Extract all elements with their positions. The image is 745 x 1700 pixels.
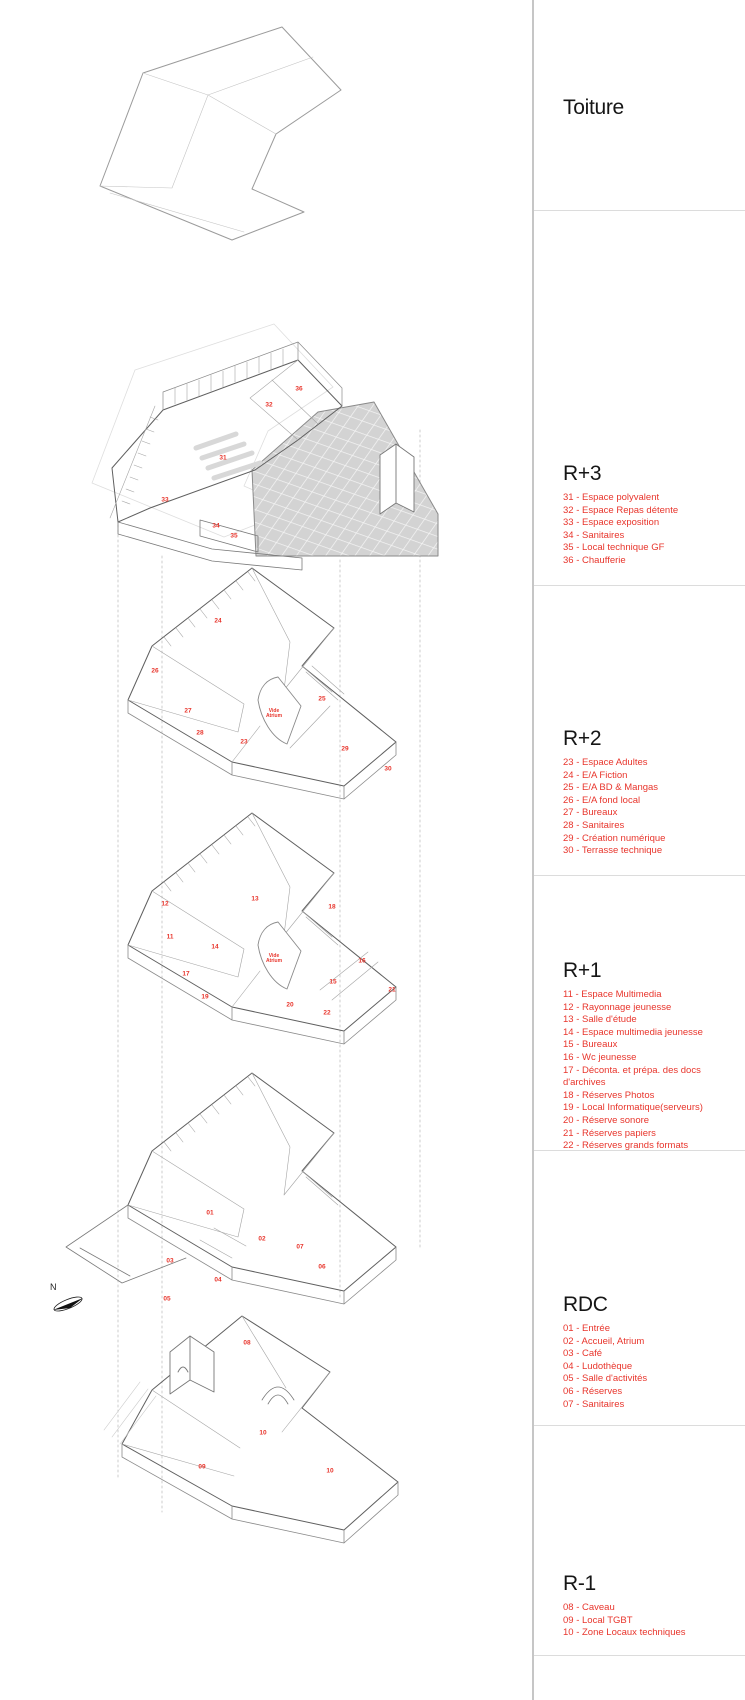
rdc-room-annotation: 07 bbox=[296, 1243, 304, 1251]
r3-drawing bbox=[92, 324, 438, 570]
legend-item: 20 - Réserve sonore bbox=[563, 1115, 650, 1127]
floor-label-toiture: Toiture bbox=[563, 96, 624, 119]
rdc-room-annotation: 03 bbox=[166, 1257, 174, 1265]
r1-room-annotation: 19 bbox=[201, 993, 209, 1001]
section-divider bbox=[534, 1425, 745, 1426]
legend-item: 29 - Création numérique bbox=[563, 832, 666, 844]
r3-room-annotation: 36 bbox=[295, 385, 303, 393]
legend-item: 32 - Espace Repas détente bbox=[563, 504, 679, 516]
legend-item: 03 - Café bbox=[563, 1348, 603, 1360]
legend-item: 04 - Ludothèque bbox=[563, 1360, 633, 1372]
legend-item: 13 - Salle d'étude bbox=[563, 1014, 637, 1026]
toiture-drawing bbox=[100, 27, 341, 240]
r-1-room-annotation: 08 bbox=[243, 1339, 251, 1347]
r1-room-annotation: Vide Atrium bbox=[265, 952, 283, 964]
legend-item: 18 - Réserves Photos bbox=[563, 1089, 655, 1101]
section-divider bbox=[534, 585, 745, 586]
rdc-drawing bbox=[66, 1073, 396, 1304]
chaufferie-box bbox=[380, 444, 414, 514]
legend-item: 11 - Espace Multimedia bbox=[563, 989, 662, 1001]
compass-north-label: N bbox=[50, 1282, 57, 1292]
legend-item: 19 - Local Informatique(serveurs) bbox=[563, 1102, 703, 1114]
r2-room-annotation: 25 bbox=[318, 695, 326, 703]
legend-item: 33 - Espace exposition bbox=[563, 517, 660, 529]
legend-item: 25 - E/A BD & Mangas bbox=[563, 782, 659, 794]
legend-panel bbox=[532, 0, 745, 1700]
legend-item: 06 - Réserves bbox=[563, 1386, 623, 1398]
legend-item: 16 - Wc jeunesse bbox=[563, 1052, 637, 1064]
legend-list-r-1 bbox=[563, 1602, 739, 1640]
r3-room-annotation: 34 bbox=[212, 522, 220, 530]
legend-list-rdc bbox=[563, 1323, 739, 1411]
legend-item: 08 - Caveau bbox=[563, 1602, 615, 1614]
rdc-room-annotation: 04 bbox=[214, 1276, 222, 1284]
legend-item: 09 - Local TGBT bbox=[563, 1614, 633, 1626]
section-r-1 bbox=[563, 1572, 739, 1640]
r-1-room-annotation: 10 bbox=[326, 1467, 334, 1475]
r1-room-annotation: 16 bbox=[358, 957, 366, 965]
legend-item: 34 - Sanitaires bbox=[563, 529, 625, 541]
r2-room-annotation: 26 bbox=[151, 667, 159, 675]
rdc-room-annotation: 01 bbox=[206, 1209, 214, 1217]
r2-room-annotation: 30 bbox=[384, 765, 392, 773]
r1-room-annotation: 11 bbox=[166, 933, 174, 941]
legend-item: 28 - Sanitaires bbox=[563, 820, 625, 832]
rdc-room-annotation: 02 bbox=[258, 1235, 266, 1243]
legend-item: 21 - Réserves papiers bbox=[563, 1127, 656, 1139]
section-divider bbox=[534, 1655, 745, 1656]
r2-atrium-void bbox=[258, 677, 301, 744]
legend-item: 10 - Zone Locaux techniques bbox=[563, 1627, 686, 1639]
r3-room-annotation: 32 bbox=[265, 401, 273, 409]
floor-label-r2: R+2 bbox=[563, 727, 602, 750]
legend-item: 30 - Terrasse technique bbox=[563, 845, 663, 857]
section-divider bbox=[534, 210, 745, 211]
rdc-room-annotation: 06 bbox=[318, 1263, 326, 1271]
legend-item: 22 - Réserves grands formats bbox=[563, 1140, 689, 1152]
legend-item: 02 - Accueil, Atrium bbox=[563, 1335, 645, 1347]
floor-label-rdc: RDC bbox=[563, 1293, 608, 1316]
legend-item: 27 - Bureaux bbox=[563, 807, 618, 819]
legend-item: 05 - Salle d'activités bbox=[563, 1373, 648, 1385]
legend-item: 01 - Entrée bbox=[563, 1323, 610, 1335]
legend-item: 14 - Espace multimedia jeunesse bbox=[563, 1026, 703, 1038]
r1-room-annotation: 12 bbox=[161, 900, 169, 908]
section-toiture bbox=[563, 96, 739, 126]
r3-room-annotation: 33 bbox=[161, 496, 169, 504]
legend-item: 12 - Rayonnage jeunesse bbox=[563, 1001, 672, 1013]
legend-item: 23 - Espace Adultes bbox=[563, 757, 648, 769]
r1-room-annotation: 15 bbox=[329, 978, 337, 986]
legend-item: 17 - Déconta. et prépa. des docs d'archives bbox=[563, 1064, 701, 1089]
r2-room-annotation: 27 bbox=[184, 707, 192, 715]
r1-room-annotation: 22 bbox=[323, 1009, 331, 1017]
section-r3 bbox=[563, 462, 739, 568]
section-rdc bbox=[563, 1293, 739, 1411]
section-r2 bbox=[563, 727, 739, 858]
r1-drawing bbox=[128, 813, 396, 1044]
r3-room-annotation: 31 bbox=[219, 454, 227, 462]
r1-room-annotation: 18 bbox=[328, 903, 336, 911]
r2-room-annotation: 23 bbox=[240, 738, 248, 746]
r1-room-annotation: 17 bbox=[182, 970, 190, 978]
r1-room-annotation: 14 bbox=[211, 943, 219, 951]
legend-item: 35 - Local technique GF bbox=[563, 542, 665, 554]
legend-item: 24 - E/A Fiction bbox=[563, 769, 628, 781]
legend-item: 36 - Chaufferie bbox=[563, 555, 626, 567]
r2-room-annotation: 24 bbox=[214, 617, 222, 625]
r1-room-annotation: 21 bbox=[388, 986, 396, 994]
r2-drawing bbox=[128, 568, 396, 799]
legend-item: 07 - Sanitaires bbox=[563, 1398, 625, 1410]
r2-room-annotation: Vide Atrium bbox=[265, 707, 283, 719]
r-1-room-annotation: 09 bbox=[198, 1463, 206, 1471]
r-1-room-annotation: 10 bbox=[259, 1429, 267, 1437]
r2-room-annotation: 28 bbox=[196, 729, 204, 737]
r-1-drawing bbox=[104, 1316, 398, 1543]
legend-list-r2 bbox=[563, 757, 739, 858]
legend-item: 26 - E/A fond local bbox=[563, 794, 641, 806]
legend-list-r3 bbox=[563, 492, 739, 568]
section-r1 bbox=[563, 959, 739, 1153]
r1-room-annotation: 20 bbox=[286, 1001, 294, 1009]
legend-item: 31 - Espace polyvalent bbox=[563, 492, 660, 504]
compass-icon bbox=[52, 1294, 83, 1314]
r1-atrium-void bbox=[258, 922, 301, 989]
floor-label-r1: R+1 bbox=[563, 959, 602, 982]
r1-room-annotation: 13 bbox=[251, 895, 259, 903]
floor-label-r3: R+3 bbox=[563, 462, 602, 485]
floor-label-r-1: R-1 bbox=[563, 1572, 596, 1595]
r2-room-annotation: 29 bbox=[341, 745, 349, 753]
r3-room-annotation: 35 bbox=[230, 532, 238, 540]
section-divider bbox=[534, 875, 745, 876]
rdc-room-annotation: 05 bbox=[163, 1295, 171, 1303]
legend-list-r1 bbox=[563, 989, 739, 1153]
legend-item: 15 - Bureaux bbox=[563, 1039, 618, 1051]
